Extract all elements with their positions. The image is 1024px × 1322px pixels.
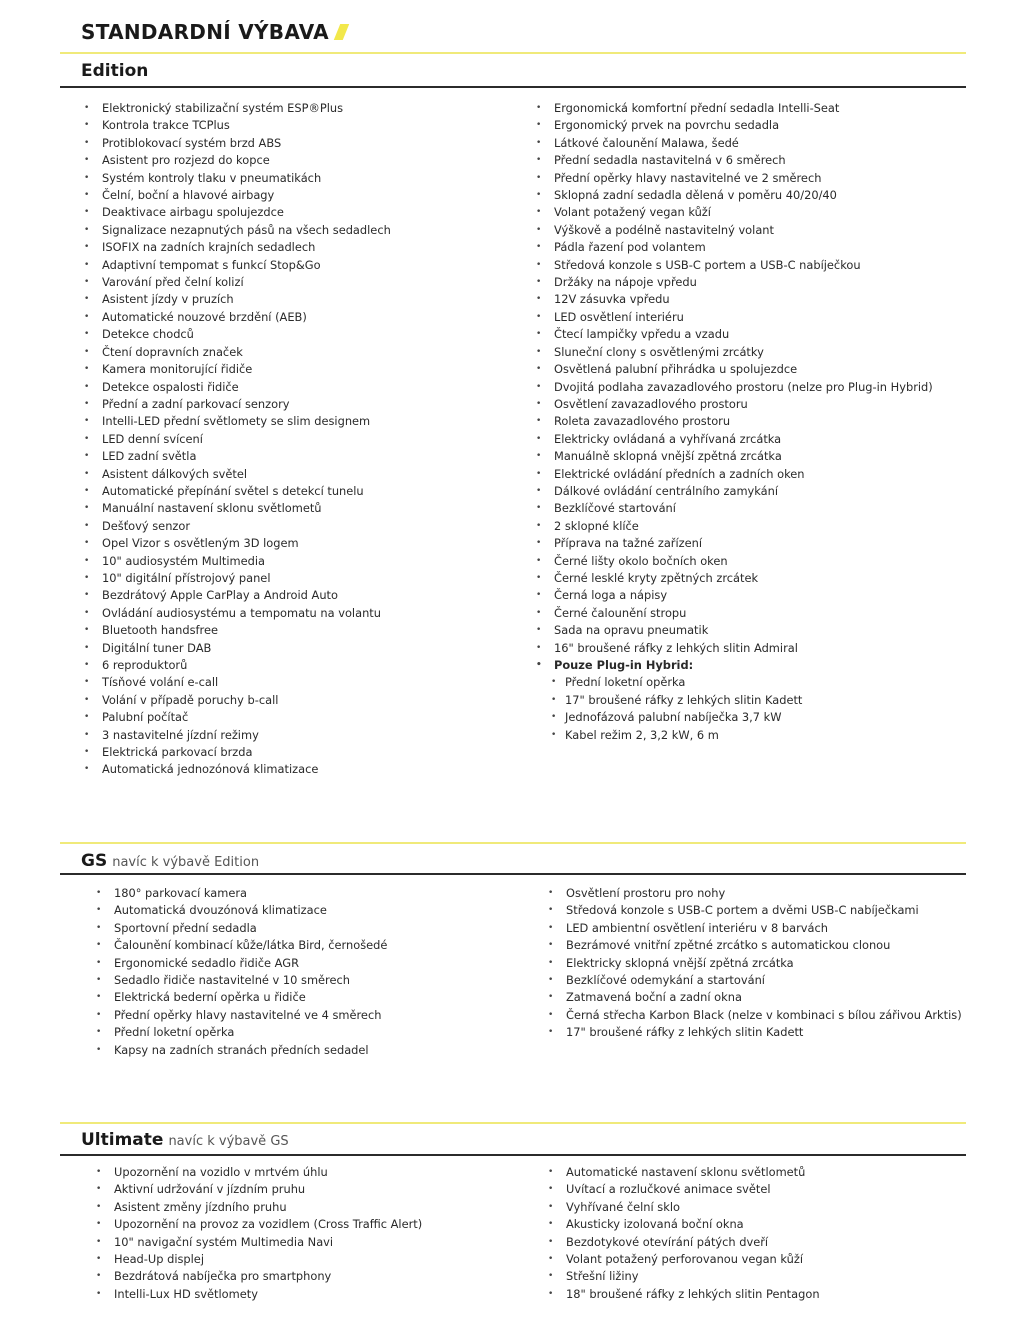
list-item: • Automatické nouzové brzdění (AEB)	[102, 309, 391, 326]
list-item: • 16" broušené ráfky z lehkých slitin Admiral	[554, 640, 933, 657]
list-item: • Sportovní přední sedadla	[114, 920, 387, 937]
gs-top-divider	[60, 842, 966, 844]
list-item: • 180° parkovací kamera	[114, 885, 387, 902]
list-item: • Asistent jízdy v pruzích	[102, 291, 391, 308]
gs-title: GS	[81, 851, 108, 871]
list-item: • Detekce chodců	[102, 326, 391, 343]
list-item: • Černé lesklé kryty zpětných zrcátek	[554, 570, 933, 587]
list-item: • Bezdrátový Apple CarPlay a Android Auto	[102, 587, 391, 604]
list-item: • Automatické přepínání světel s detekcí tunelu	[102, 483, 391, 500]
list-item: • 2 sklopné klíče	[554, 518, 933, 535]
list-item: • Ovládání audiosystému a tempomatu na volantu	[102, 605, 391, 622]
edition-title: Edition	[81, 61, 149, 81]
list-item: • 3 nastavitelné jízdní režimy	[102, 727, 391, 744]
list-item: • Asistent pro rozjezd do kopce	[102, 152, 391, 169]
edition-header	[81, 61, 148, 81]
list-item: • Čalounění kombinací kůže/látka Bird, černošedé	[114, 937, 387, 954]
list-item: • 10" navigační systém Multimedia Navi	[114, 1234, 422, 1251]
list-item: • Upozornění na vozidlo v mrtvém úhlu	[114, 1164, 422, 1181]
list-item: • Detekce ospalosti řidiče	[102, 379, 391, 396]
list-item: • Volant potažený vegan kůží	[554, 204, 933, 221]
list-item: • Roleta zavazadlového prostoru	[554, 413, 933, 430]
list-item: • Kapsy na zadních stranách předních sedadel	[114, 1042, 387, 1059]
edition-right-list	[554, 100, 933, 744]
list-item: • Pádla řazení pod volantem	[554, 239, 933, 256]
list-item: • Dešťový senzor	[102, 518, 391, 535]
list-item: • Čtení dopravních značek	[102, 344, 391, 361]
list-item: • Asistent změny jízdního pruhu	[114, 1199, 422, 1216]
list-item: • Elektricky ovládaná a vyhřívaná zrcátka	[554, 431, 933, 448]
gs-left-list	[114, 885, 387, 1059]
list-item: • Automatické nastavení sklonu světlometů	[566, 1164, 820, 1181]
list-item: • Bezklíčové odemykání a startování	[566, 972, 962, 989]
list-item: • 10" digitální přístrojový panel	[102, 570, 391, 587]
list-item: • 18" broušené ráfky z lehkých slitin Pentagon	[566, 1286, 820, 1303]
list-item: • Středová konzole s USB-C portem a dvěmi USB-C nabíječkami	[566, 902, 962, 919]
list-item: • Sluneční clony s osvětlenými zrcátky	[554, 344, 933, 361]
list-item: • Středová konzole s USB-C portem a USB-C nabíječkou	[554, 257, 933, 274]
list-item: • Akusticky izolovaná boční okna	[566, 1216, 820, 1233]
list-item: • Přední loketní opěrka	[565, 674, 933, 691]
list-item: • Ergonomické sedadlo řidiče AGR	[114, 955, 387, 972]
ultimate-header	[81, 1130, 289, 1150]
list-item: • Ergonomický prvek na povrchu sedadla	[554, 117, 933, 134]
list-item: • Asistent dálkových světel	[102, 466, 391, 483]
list-item: • LED zadní světla	[102, 448, 391, 465]
list-item: • Elektricky sklopná vnější zpětná zrcátka	[566, 955, 962, 972]
list-item: • Varování před čelní kolizí	[102, 274, 391, 291]
list-item: • Automatická dvouzónová klimatizace	[114, 902, 387, 919]
list-item: • Černé lišty okolo bočních oken	[554, 553, 933, 570]
list-item: • Upozornění na provoz za vozidlem (Cross Traffic Alert)	[114, 1216, 422, 1233]
list-item: • Elektrická parkovací brzda	[102, 744, 391, 761]
edition-divider	[60, 86, 966, 88]
edition-left-list	[102, 100, 391, 779]
list-item: • Digitální tuner DAB	[102, 640, 391, 657]
list-item: • Aktivní udržování v jízdním pruhu	[114, 1181, 422, 1198]
list-item: • Držáky na nápoje vpředu	[554, 274, 933, 291]
list-item: • Černá loga a nápisy	[554, 587, 933, 604]
list-item: • Látkové čalounění Malawa, šedé	[554, 135, 933, 152]
title-accent-slash	[334, 24, 349, 40]
list-item: • LED osvětlení interiéru	[554, 309, 933, 326]
gs-divider	[60, 873, 966, 875]
ultimate-divider	[60, 1154, 966, 1156]
list-item: • LED ambientní osvětlení interiéru v 8 barvách	[566, 920, 962, 937]
title-divider	[60, 52, 966, 54]
list-item: • Uvítací a rozlučkové animace světel	[566, 1181, 820, 1198]
list-item: • Čelní, boční a hlavové airbagy	[102, 187, 391, 204]
list-item: • Ergonomická komfortní přední sedadla Intelli-Seat	[554, 100, 933, 117]
list-item: • Tísňové volání e-call	[102, 674, 391, 691]
list-item: • Přední opěrky hlavy nastavitelné ve 2 směrech	[554, 170, 933, 187]
list-item: • Sklopná zadní sedadla dělená v poměru 40/20/40	[554, 187, 933, 204]
list-item: • Deaktivace airbagu spolujezdce	[102, 204, 391, 221]
phev-heading: • Pouze Plug-in Hybrid:	[554, 657, 933, 674]
gs-subtitle: navíc k výbavě Edition	[112, 855, 260, 870]
list-item: • Volant potažený perforovanou vegan kůží	[566, 1251, 820, 1268]
list-item: • Manuálně sklopná vnější zpětná zrcátka	[554, 448, 933, 465]
list-item: • Elektronický stabilizační systém ESP®Plus	[102, 100, 391, 117]
list-item: • Přední loketní opěrka	[114, 1024, 387, 1041]
list-item: • Volání v případě poruchy b-call	[102, 692, 391, 709]
gs-header	[81, 851, 259, 871]
list-item: • Vyhřívané čelní sklo	[566, 1199, 820, 1216]
list-item: • Přední sedadla nastavitelná v 6 směrech	[554, 152, 933, 169]
ultimate-left-list	[114, 1164, 422, 1303]
ultimate-subtitle: navíc k výbavě GS	[168, 1134, 289, 1149]
list-item: • 10" audiosystém Multimedia	[102, 553, 391, 570]
list-item: • Osvětlení prostoru pro nohy	[566, 885, 962, 902]
list-item: • 12V zásuvka vpředu	[554, 291, 933, 308]
list-item: • Kamera monitorující řidiče	[102, 361, 391, 378]
list-item: • Head-Up displej	[114, 1251, 422, 1268]
list-item: • Intelli-LED přední světlomety se slim designem	[102, 413, 391, 430]
list-item: • 17" broušené ráfky z lehkých slitin Kadett	[566, 1024, 962, 1041]
list-item: • Bezdotykové otevírání pátých dveří	[566, 1234, 820, 1251]
ultimate-top-divider	[60, 1122, 966, 1124]
list-item: • Sedadlo řidiče nastavitelné v 10 směrech	[114, 972, 387, 989]
list-item: • Sada na opravu pneumatik	[554, 622, 933, 639]
list-item: • Manuální nastavení sklonu světlometů	[102, 500, 391, 517]
list-item: • Přední opěrky hlavy nastavitelné ve 4 směrech	[114, 1007, 387, 1024]
list-item: • Zatmavená boční a zadní okna	[566, 989, 962, 1006]
list-item: • 6 reproduktorů	[102, 657, 391, 674]
list-item: • Příprava na tažné zařízení	[554, 535, 933, 552]
list-item: • Opel Vizor s osvětleným 3D logem	[102, 535, 391, 552]
page-title: STANDARDNÍ VÝBAVA	[81, 20, 346, 44]
list-item: • Kabel režim 2, 3,2 kW, 6 m	[565, 727, 933, 744]
list-item: • Dálkové ovládání centrálního zamykání	[554, 483, 933, 500]
list-item: • Výškově a podélně nastavitelný volant	[554, 222, 933, 239]
list-item: • Osvětlená palubní přihrádka u spolujezdce	[554, 361, 933, 378]
list-item: • Osvětlení zavazadlového prostoru	[554, 396, 933, 413]
ultimate-right-list	[566, 1164, 820, 1303]
list-item: • Intelli-Lux HD světlomety	[114, 1286, 422, 1303]
ultimate-title: Ultimate	[81, 1130, 164, 1150]
list-item: • Protiblokovací systém brzd ABS	[102, 135, 391, 152]
list-item: • 17" broušené ráfky z lehkých slitin Kadett	[565, 692, 933, 709]
list-item: • Střešní ližiny	[566, 1268, 820, 1285]
list-item: • Palubní počítač	[102, 709, 391, 726]
list-item: • Kontrola trakce TCPlus	[102, 117, 391, 134]
list-item: • Signalizace nezapnutých pásů na všech sedadlech	[102, 222, 391, 239]
list-item: • Dvojitá podlaha zavazadlového prostoru (nelze pro Plug-in Hybrid)	[554, 379, 933, 396]
list-item: • Bezrámové vnitřní zpětné zrcátko s automatickou clonou	[566, 937, 962, 954]
list-item: • ISOFIX na zadních krajních sedadlech	[102, 239, 391, 256]
list-item: • LED denní svícení	[102, 431, 391, 448]
list-item: • Bezdrátová nabíječka pro smartphony	[114, 1268, 422, 1285]
list-item: • Bluetooth handsfree	[102, 622, 391, 639]
list-item: • Jednofázová palubní nabíječka 3,7 kW	[565, 709, 933, 726]
list-item: • Přední a zadní parkovací senzory	[102, 396, 391, 413]
list-item: • Adaptivní tempomat s funkcí Stop&Go	[102, 257, 391, 274]
list-item: • Bezklíčové startování	[554, 500, 933, 517]
list-item: • Systém kontroly tlaku v pneumatikách	[102, 170, 391, 187]
list-item: • Čtecí lampičky vpředu a vzadu	[554, 326, 933, 343]
list-item: • Černé čalounění stropu	[554, 605, 933, 622]
list-item: • Automatická jednozónová klimatizace	[102, 761, 391, 778]
list-item: • Černá střecha Karbon Black (nelze v kombinaci s bílou zářivou Arktis)	[566, 1007, 962, 1024]
gs-right-list	[566, 885, 962, 1042]
list-item: • Elektrické ovládání předních a zadních oken	[554, 466, 933, 483]
list-item: • Elektrická bederní opěrka u řidiče	[114, 989, 387, 1006]
